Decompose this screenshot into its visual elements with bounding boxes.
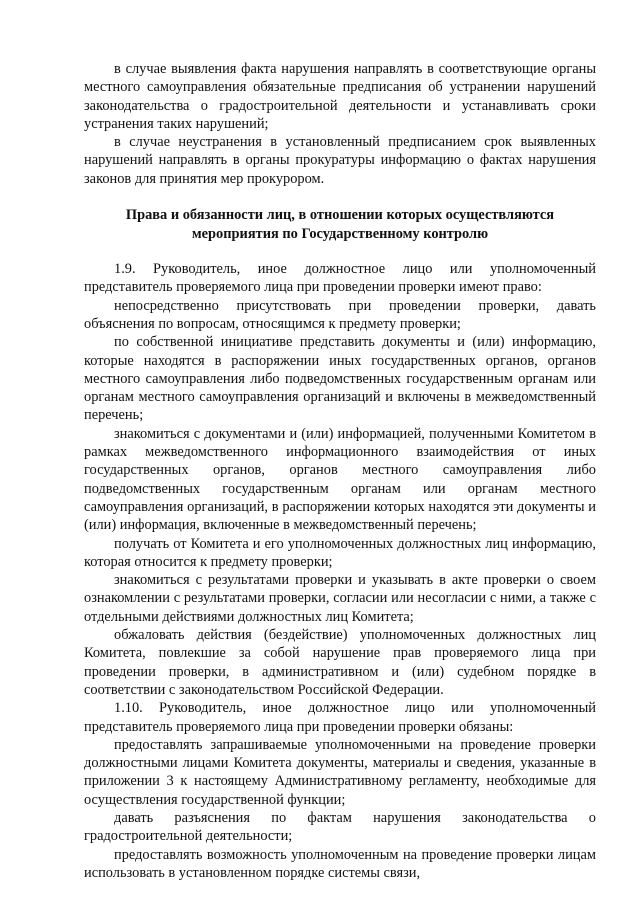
paragraph: 1.10. Руководитель, иное должностное лицо или уполномоченный представитель проверяемого лица при проведении проверки обязаны: bbox=[84, 700, 596, 735]
paragraph: в случае неустранения в установленный предписанием срок выявленных нарушений направлять в органы прокуратуры информацию о фактах нарушения законов для принятия мер прокурором. bbox=[84, 134, 596, 187]
document-page bbox=[84, 60, 596, 882]
paragraph: непосредственно присутствовать при проведении проверки, давать объяснения по вопросам, относящимся к предмету проверки; bbox=[84, 297, 596, 332]
paragraph: 1.9. Руководитель, иное должностное лицо или уполномоченный представитель проверяемого лица при проведении проверки имеют право: bbox=[84, 261, 596, 296]
section-heading: Права и обязанности лиц, в отношении которых осуществляются мероприятия по Государственному контролю bbox=[125, 207, 555, 242]
paragraph: предоставлять возможность уполномоченным на проведение проверки лицам использовать в установленном порядке системы связи, bbox=[84, 846, 596, 881]
paragraph: обжаловать действия (бездействие) уполномоченных должностных лиц Комитета, повлекшие за собой нарушение прав проверяемого лица при проведении проверки, в административном и (или) судебном порядке в соответствии с законодательством Российской Федерации. bbox=[84, 627, 596, 698]
paragraph: получать от Комитета и его уполномоченных должностных лиц информацию, которая относится к предмету проверки; bbox=[84, 535, 596, 570]
paragraph: по собственной инициативе представить документы и (или) информацию, которые находятся в распоряжении иных государственных органов, органов местного самоуправления либо подведомственных государственным органам или органам местного самоуправления организаций и включены в межведомственный перечень; bbox=[84, 334, 596, 424]
paragraph: знакомиться с документами и (или) информацией, полученными Комитетом в рамках межведомственного информационного взаимодействия от иных государственных органов, органов местного самоуправления либо подведомственных государственным органам или органам местного самоуправления организаций, в распоряжении которых находятся эти документы и (или) информация, включенные в межведомственный перечень; bbox=[84, 425, 596, 534]
paragraph: предоставлять запрашиваемые уполномоченными на проведение проверки должностными лицами Комитета документы, материалы и сведения, указанные в приложении 3 к настоящему Административному регламенту, необходимые для осуществления государственной функции; bbox=[84, 736, 596, 808]
paragraph: знакомиться с результатами проверки и указывать в акте проверки о своем ознакомлении с результатами проверки, согласии или несогласии с ними, а также с отдельными действиями должностных лиц Комитета; bbox=[84, 572, 596, 625]
paragraph: в случае выявления факта нарушения направлять в соответствующие органы местного самоуправления обязательные предписания об устранении нарушений законодательства о градостроительной деятельности и устанавливать сроки устранения таких нарушений; bbox=[84, 61, 596, 132]
paragraph: давать разъяснения по фактам нарушения законодательства о градостроительной деятельности; bbox=[84, 809, 596, 845]
